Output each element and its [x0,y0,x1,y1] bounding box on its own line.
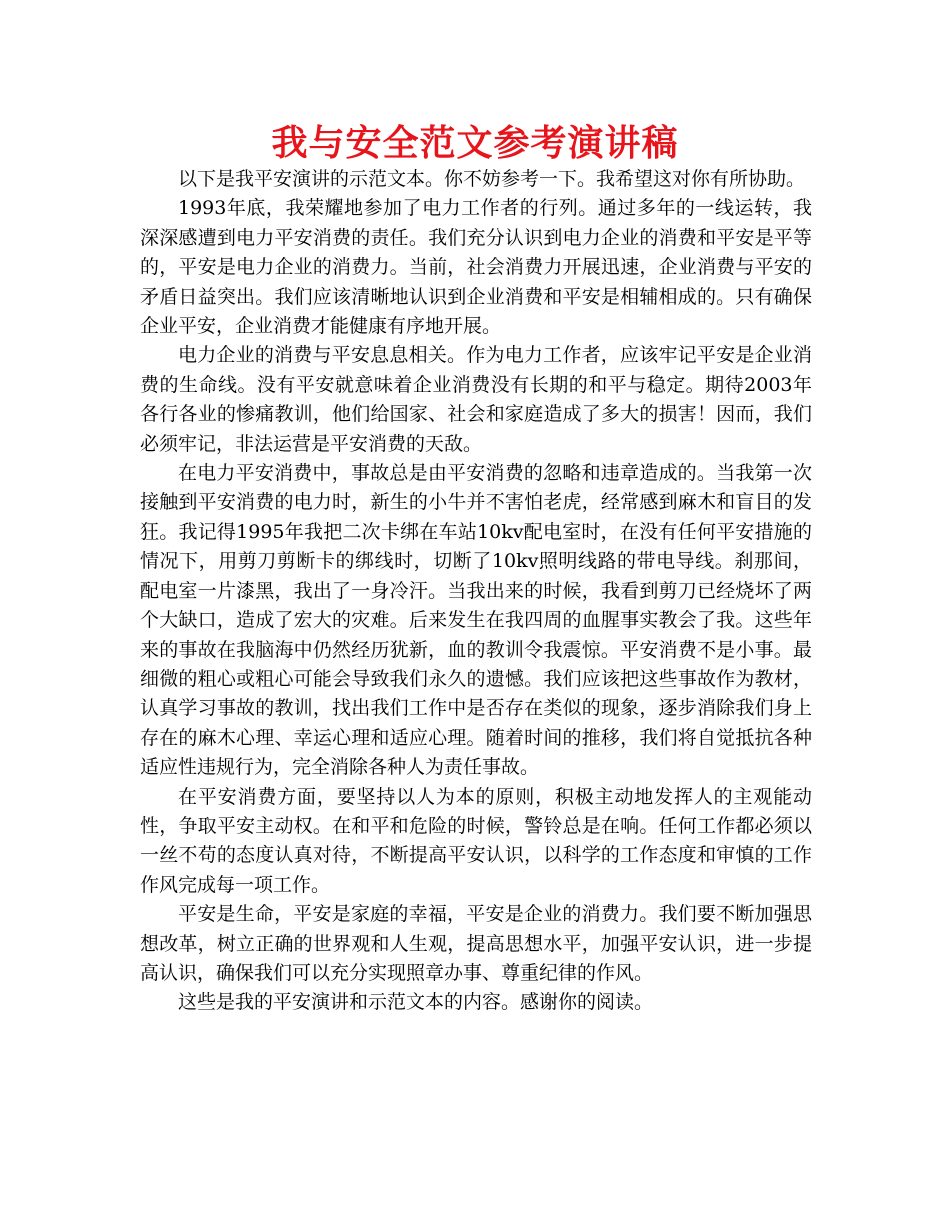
paragraph-closing: 这些是我的平安演讲和示范文本的内容。感谢你的阅读。 [178,991,654,1014]
paragraph-lifeline: 电力企业的消费与平安息息相关。作为电力工作者，应该牢记平安是企业消费的生命线。没有平安就意味着企业消费没有长期的和平与稳定。期待2003年各行各业的惨痛教训，他们给国家、社会和家庭造成了多大的损害！因而，我们必须牢记，非法运营是平安消费的天敌。 [140,344,812,455]
document-body [140,165,812,1018]
document-title: 我与安全范文参考演讲稿 [271,123,679,164]
paragraph-safety-is-life: 平安是生命，平安是家庭的幸福，平安是企业的消费力。我们要不断加强思想改革，树立正确的世界观和人生观，提高思想水平，加强平安认识，进一步提高认识，确保我们可以充分实现照章办事、尊重纪律的作风。 [140,903,812,984]
paragraph-1993: 1993年底，我荣耀地参加了电力工作者的行列。通过多年的一线运转，我深深感遭到电力平安消费的责任。我们充分认识到电力企业的消费和平安是平等的，平安是电力企业的消费力。当前，社会消费力开展迅速，企业消费与平安的矛盾日益突出。我们应该清晰地认识到企业消费和平安是相辅相成的。只有确保企业平安，企业消费才能健康有序地开展。 [140,197,812,338]
paragraph-accident: 在电力平安消费中，事故总是由平安消费的忽略和违章造成的。当我第一次接触到平安消费的电力时，新生的小牛并不害怕老虎，经常感到麻木和盲目的发狂。我记得1995年我把二次卡绑在车站10kv配电室时，在没有任何平安措施的情况下，用剪刀剪断卡的绑线时，切断了10kv照明线路的带电导线。刹那间，配电室一片漆黑，我出了一身冷汗。当我出来的时候，我看到剪刀已经烧坏了两个大缺口，造成了宏大的灾难。后来发生在我四周的血腥事实教会了我。这些年来的事故在我脑海中仍然经历犹新，血的教训令我震惊。平安消费不是小事。最细微的粗心或粗心可能会导致我们永久的遗憾。我们应该把这些事故作为教材，认真学习事故的教训，找出我们工作中是否存在类似的现象，逐步消除我们身上存在的麻木心理、幸运心理和适应心理。随着时间的推移，我们将自觉抵抗各种适应性违规行为，完全消除各种人为责任事故。 [140,462,812,779]
paragraph-intro: 以下是我平安演讲的示范文本。你不妨参考一下。我希望这对你有所协助。 [178,168,806,190]
paragraph-people-oriented: 在平安消费方面，要坚持以人为本的原则，积极主动地发挥人的主观能动性，争取平安主动权。在和平和危险的时候，警铃总是在响。任何工作都必须以一丝不苟的态度认真对待，不断提高平安认识，以科学的工作态度和审慎的工作作风完成每一项工作。 [140,785,812,896]
